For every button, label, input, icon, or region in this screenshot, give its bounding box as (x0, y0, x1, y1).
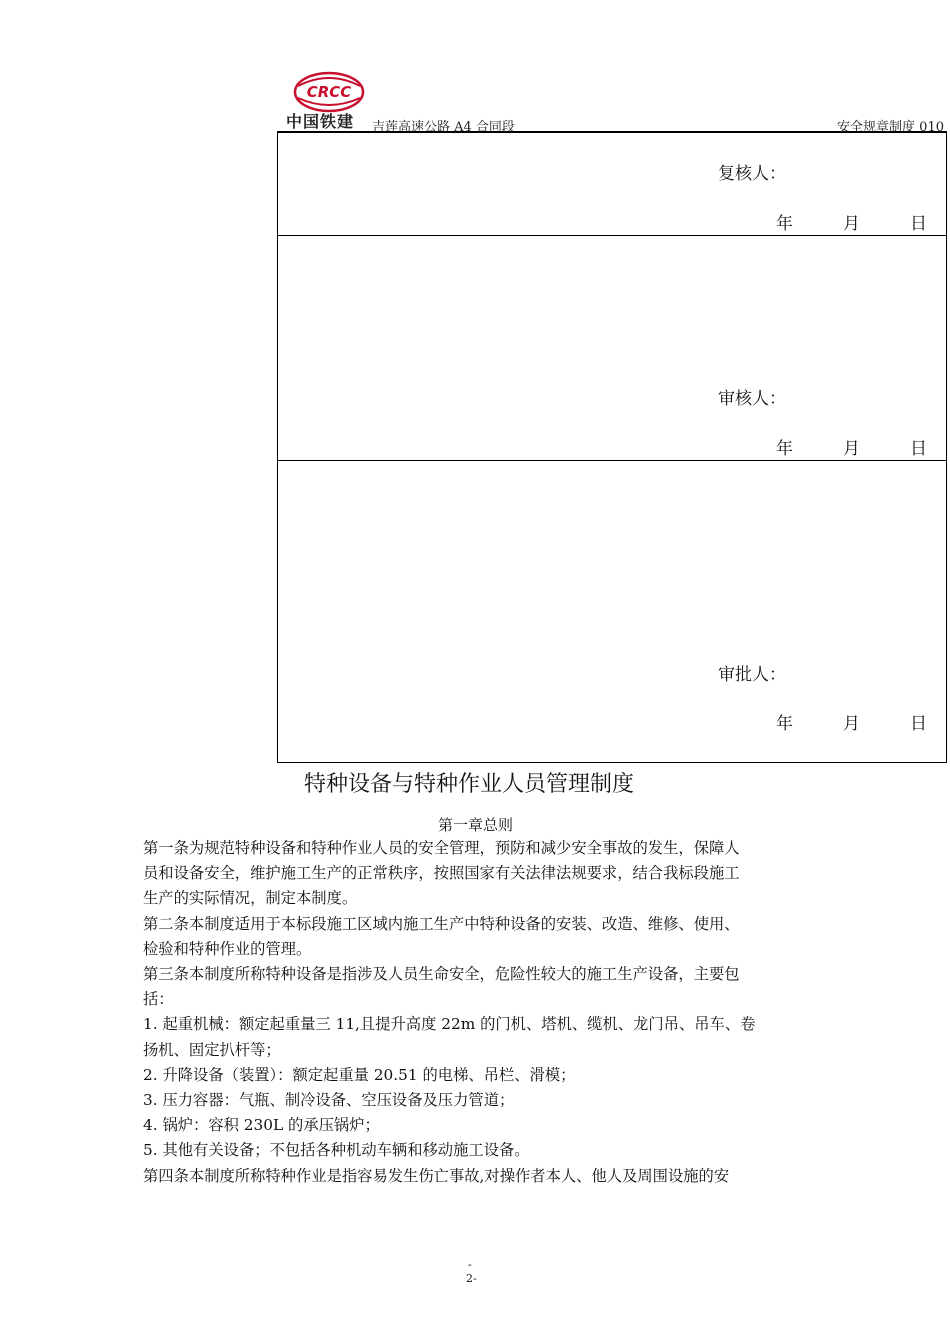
document-title: 特种设备与特种作业人员管理制度 (304, 772, 635, 797)
date-month: 月 (843, 714, 860, 734)
text-line: 5. 其他有关设备；不包括各种机动车辆和移动施工设备。 (143, 1141, 530, 1160)
text-line: 第三条本制度所称特种设备是指涉及人员生命安全，危险性较大的施工生产设备，主要包 (143, 965, 740, 984)
approver-label: 审批人： (718, 665, 786, 685)
text-line: 第二条本制度适用于本标段施工区域内施工生产中特种设备的安装、改造、维修、使用、 (143, 914, 740, 933)
audit-signature-box (277, 235, 947, 461)
date-day: 日 (910, 714, 927, 734)
text-line: 3. 压力容器：气瓶、制冷设备、空压设备及压力管道； (143, 1091, 515, 1110)
text-line: 括： (143, 990, 174, 1009)
text-line: 检验和特种作业的管理。 (143, 939, 312, 958)
review-signature-box (277, 131, 947, 236)
date-year: 年 (776, 714, 793, 734)
text-line: 扬机、固定扒杆等； (143, 1040, 281, 1059)
text-line: 第四条本制度所称特种作业是指容易发生伤亡事故,对操作者本人、他人及周围设施的安 (143, 1166, 730, 1185)
page-number: 2- (466, 1272, 477, 1285)
body-text (143, 836, 833, 1189)
reviewer-label: 复核人： (718, 164, 786, 184)
page-dash: - (468, 1258, 472, 1271)
date-day: 日 (910, 439, 927, 459)
date-month: 月 (843, 439, 860, 459)
svg-text:CRCC: CRCC (306, 83, 352, 101)
approval-signature-box (277, 460, 947, 763)
logo-chinese-name: 中国铁建 (286, 112, 355, 131)
date-year: 年 (776, 439, 793, 459)
document-code: 安全规章制度 010 (837, 120, 944, 135)
text-line: 1. 起重机械：额定起重量三 11,且提升高度 22m 的门机、塔机、缆机、龙门吊、吊车、卷 (143, 1015, 756, 1034)
text-line: 2. 升降设备（装置）：额定起重量 20.51 的电梯、吊栏、滑模； (143, 1065, 576, 1084)
text-line: 第一条为规范特种设备和特种作业人员的安全管理，预防和减少安全事故的发生，保障人 (143, 839, 740, 857)
text-line: 生产的实际情况，制定本制度。 (143, 889, 358, 908)
text-line: 员和设备安全，维护施工生产的正常秩序，按照国家有关法律法规要求，结合我标段施工 (143, 864, 740, 883)
project-name: 吉莲高速公路 A4 合同段 (372, 120, 515, 135)
date-year: 年 (776, 214, 793, 234)
text-line: 4. 锅炉：容积 230L 的承压锅炉； (143, 1116, 380, 1135)
date-day: 日 (910, 214, 927, 234)
date-month: 月 (843, 214, 860, 234)
chapter-heading: 第一章总则 (438, 816, 514, 834)
auditor-label: 审核人： (718, 389, 786, 409)
